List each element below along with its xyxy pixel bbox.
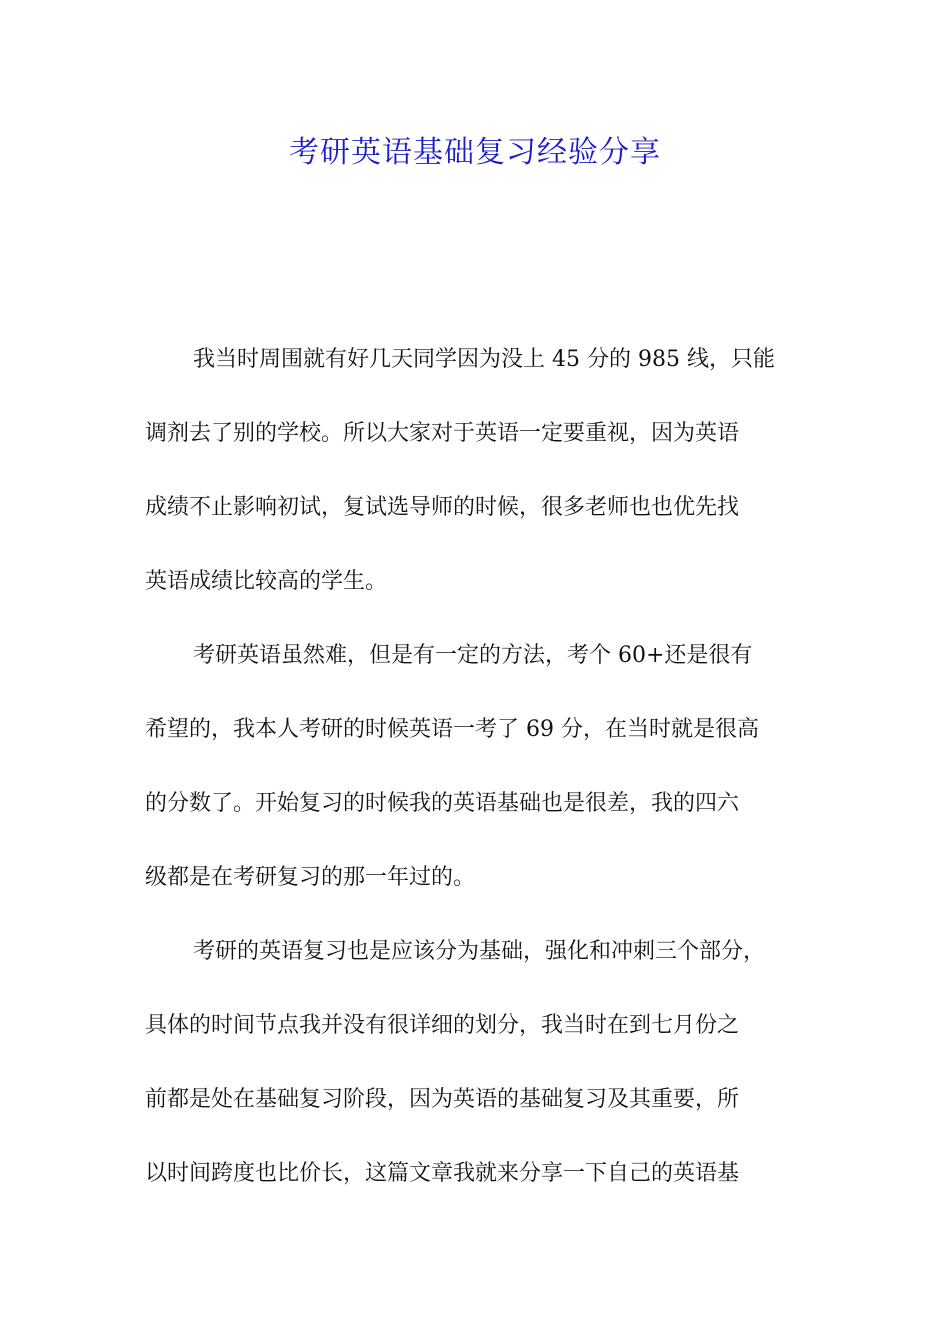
text-line: 成绩不止影响初试，复试选导师的时候，很多老师也也优先找: [145, 495, 740, 520]
text-line: 我当时周围就有好几天同学因为没上 45 分的 985 线，只能: [193, 347, 775, 372]
paragraph-2: [145, 619, 807, 915]
paragraph-3: [145, 915, 807, 1211]
text-line: 考研英语虽然难，但是有一定的方法，考个 60+还是很有: [193, 643, 753, 668]
text-line: 考研的英语复习也是应该分为基础，强化和冲刺三个部分，: [193, 939, 766, 964]
text-line: 调剂去了别的学校。所以大家对于英语一定要重视，因为英语: [145, 421, 740, 446]
document-body: [145, 323, 807, 1211]
text-line: 前都是处在基础复习阶段，因为英语的基础复习及其重要，所: [145, 1087, 740, 1112]
text-line: 希望的，我本人考研的时候英语一考了 69 分，在当时就是很高: [145, 717, 759, 742]
document-title: 考研英语基础复习经验分享: [289, 135, 661, 170]
text-line: 英语成绩比较高的学生。: [145, 569, 388, 594]
text-line: 的分数了。开始复习的时候我的英语基础也是很差，我的四六: [145, 791, 740, 816]
text-line: 具体的时间节点我并没有很详细的划分，我当时在到七月份之: [145, 1013, 740, 1038]
paragraph-1: [145, 323, 807, 619]
text-line: 以时间跨度也比价长，这篇文章我就来分享一下自己的英语基: [145, 1161, 740, 1186]
text-line: 级都是在考研复习的那一年过的。: [145, 865, 476, 890]
